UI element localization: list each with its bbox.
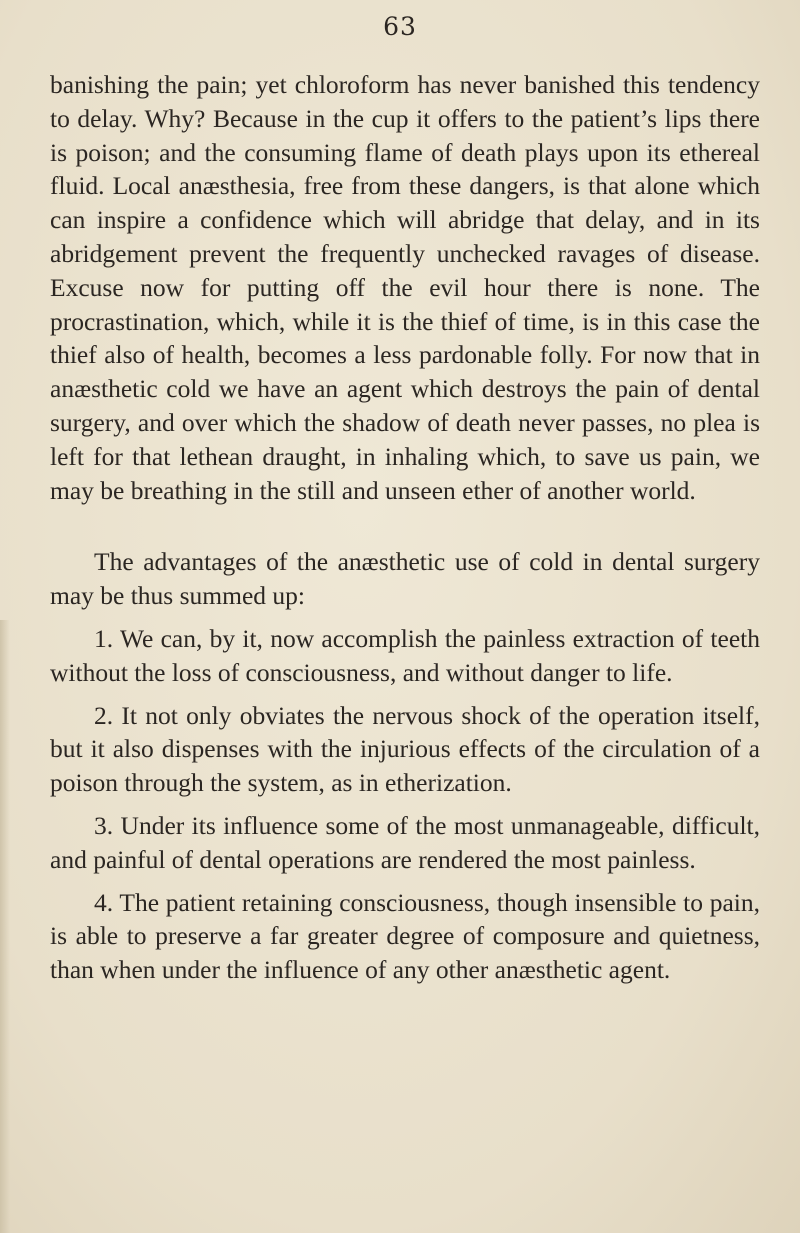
paragraph-advantages-intro: The advantages of the anæsthetic use of cold in dental surgery may be thus summed up: xyxy=(50,547,760,611)
page-number: 63 xyxy=(383,12,417,41)
list-item-1: 1. We can, by it, now accomplish the painless extraction of teeth without the loss of consciousness, and without danger to life. xyxy=(50,623,760,687)
body-text xyxy=(50,68,760,987)
list-item-2: 2. It not only obviates the nervous shock of the operation itself, but it also dispenses with the injurious effects of the circulation of a poison through the system, as in etherization. xyxy=(50,700,760,798)
paragraph-continuation: banishing the pain; yet chloroform has never banished this tendency to delay. Why? Because in the cup it offers to the patient’s lips there is poison; and the consuming flame of death plays upon its ethereal fluid. Local anæsthesia, free from these dangers, is that alone which can inspire a confidence which will abridge that delay, and in its abridgement prevent the frequently unchecked ravages of disease. Excuse now for putting off the evil hour there is none. The procrastination, which, while it is the thief of time, is in this case the thief also of health, becomes a less pardonable folly. For now that in anæsthetic cold we have an agent which destroys the pain of dental surgery, and over which the shadow of death never passes, no plea is left for that lethean draught, in inhaling which, to save us pain, we may be breathing in the still and unseen ether of another world. xyxy=(50,70,760,505)
list-item-4: 4. The patient retaining consciousness, though insensible to pain, is able to preserve a far greater degree of composure and quietness, than when under the influence of any other anæsthetic agent. xyxy=(50,887,760,985)
list-item-3: 3. Under its influence some of the most unmanageable, difficult, and painful of dental operations are rendered the most painless. xyxy=(50,810,760,874)
page-edge-shadow xyxy=(0,620,10,1233)
